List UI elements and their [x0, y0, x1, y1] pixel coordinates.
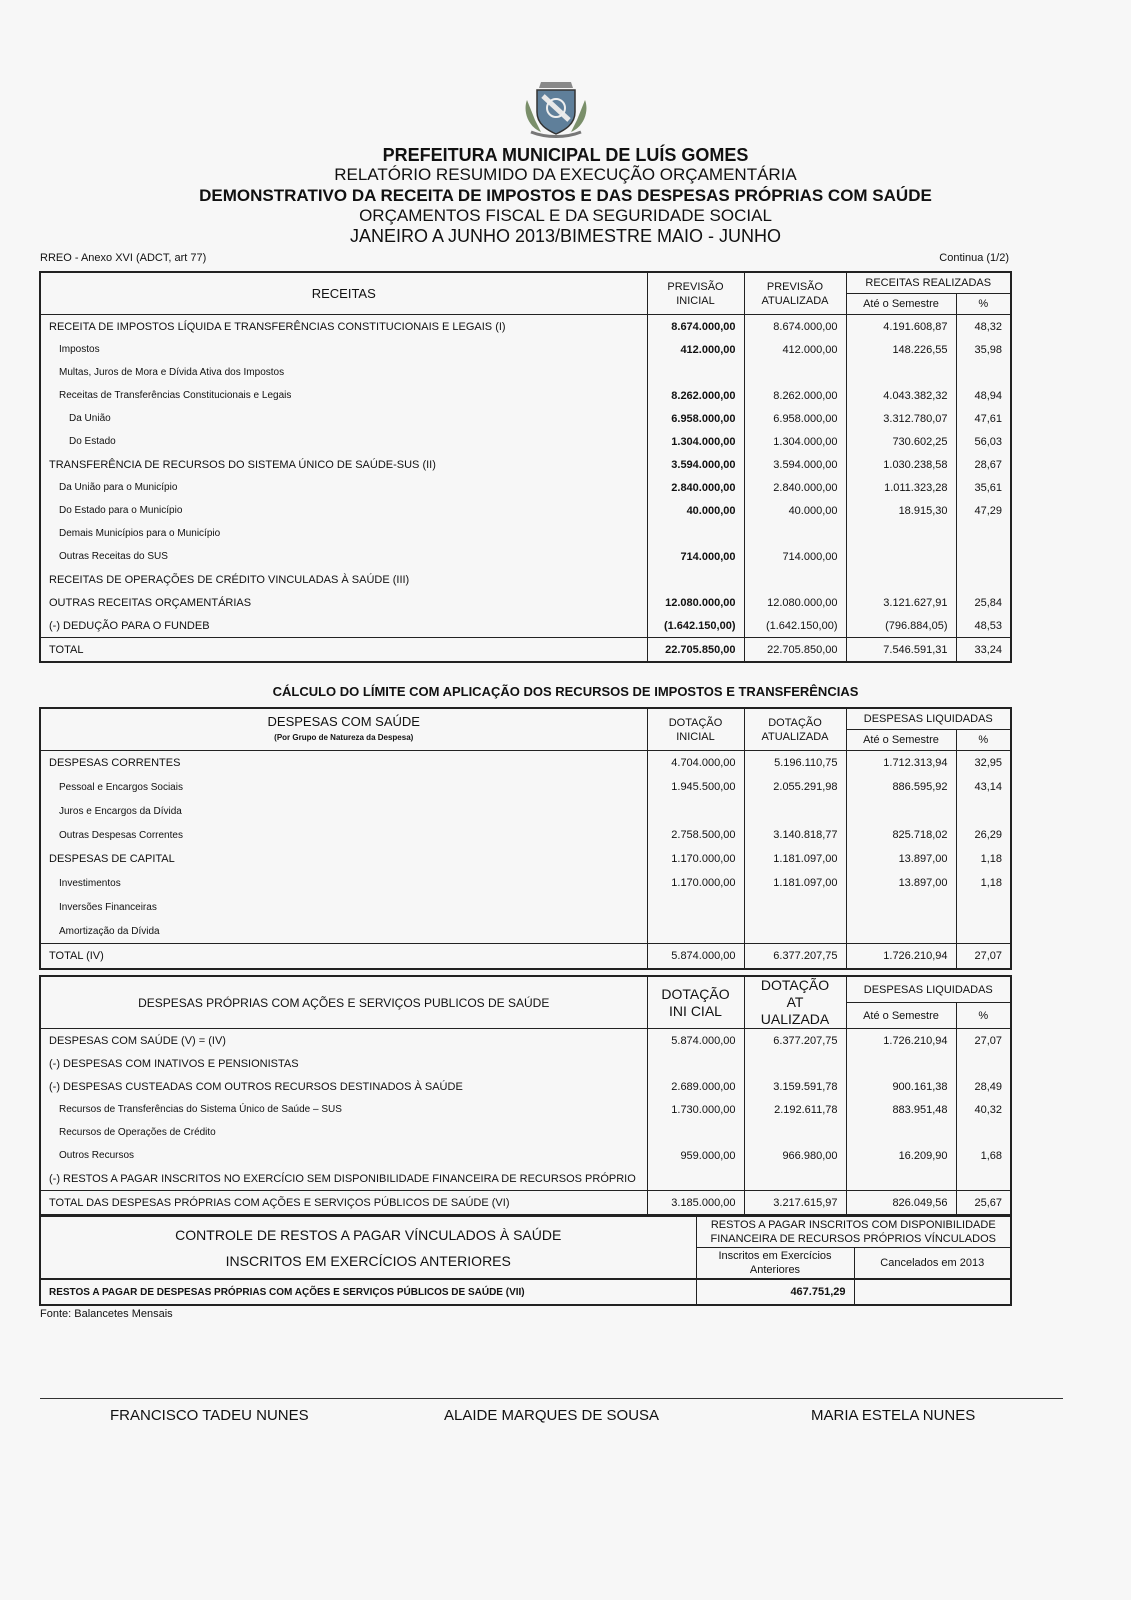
despesas-row-value: [956, 799, 1011, 823]
proprias-row-value: 883.951,48: [846, 1098, 956, 1121]
receitas-row-label: (-) DEDUÇÃO PARA O FUNDEB: [40, 614, 647, 638]
signature-3: MARIA ESTELA NUNES: [811, 1407, 976, 1424]
proprias-total-value: 25,67: [956, 1191, 1011, 1216]
proprias-row: [40, 1121, 1011, 1144]
col-dot-atual: DOTAÇÃO AT UALIZADA: [744, 976, 846, 1029]
proprias-row-value: 900.161,38: [846, 1075, 956, 1098]
proprias-row: [40, 1098, 1011, 1121]
proprias-row-value: 28,49: [956, 1075, 1011, 1098]
despesas-row-value: 825.718,02: [846, 823, 956, 847]
col-dot-inicial: DOTAÇÃO INICIAL: [647, 708, 744, 751]
receitas-row-value: (796.884,05): [846, 614, 956, 638]
despesas-row-value: 1.945.500,00: [647, 775, 744, 799]
proprias-row-label: (-) DESPESAS COM INATIVOS E PENSIONISTAS: [40, 1052, 647, 1075]
receitas-row: [40, 545, 1011, 568]
despesas-row-value: 13.897,00: [846, 847, 956, 871]
receitas-row-value: 714.000,00: [744, 545, 846, 568]
proprias-row-label: DESPESAS COM SAÚDE (V) = (IV): [40, 1029, 647, 1053]
receitas-row-value: 3.594.000,00: [744, 453, 846, 476]
col-prev-inicial: PREVISÃO INICIAL: [647, 272, 744, 315]
despesas-row-value: 13.897,00: [846, 871, 956, 895]
receitas-row-value: 12.080.000,00: [647, 591, 744, 614]
col-dot-inicial: DOTAÇÃO INI CIAL: [647, 976, 744, 1029]
receitas-row-value: 8.674.000,00: [744, 315, 846, 339]
despesas-total-value: 1.726.210,94: [846, 944, 956, 970]
proprias-row-value: 2.192.611,78: [744, 1098, 846, 1121]
despesas-row-value: [846, 895, 956, 919]
signature-1: FRANCISCO TADEU NUNES: [110, 1407, 309, 1424]
despesas-row-value: [647, 799, 744, 823]
proprias-row-value: 959.000,00: [647, 1144, 744, 1167]
despesas-row-label: Juros e Encargos da Dívida: [40, 799, 647, 823]
receitas-row-label: Multas, Juros de Mora e Dívida Ativa dos Impostos: [40, 361, 647, 384]
receitas-row-value: [744, 361, 846, 384]
proprias-row-label: (-) DESPESAS CUSTEADAS COM OUTROS RECURSOS DESTINADOS À SAÚDE: [40, 1075, 647, 1098]
receitas-row-value: 47,61: [956, 407, 1011, 430]
despesas-row-value: 4.704.000,00: [647, 751, 744, 776]
col-inscritos: Inscritos em Exercícios Anteriores: [696, 1248, 854, 1280]
col-liquidadas: DESPESAS LIQUIDADAS: [846, 976, 1011, 1003]
receitas-row: [40, 499, 1011, 522]
col-despesas-sub: (Por Grupo de Natureza da Despesa): [274, 732, 414, 742]
despesas-row-value: [744, 895, 846, 919]
receitas-row-value: [647, 522, 744, 545]
receitas-row-value: 35,61: [956, 476, 1011, 499]
proprias-row-value: [846, 1167, 956, 1191]
proprias-row-label: Recursos de Operações de Crédito: [40, 1121, 647, 1144]
proprias-row-value: [956, 1121, 1011, 1144]
receitas-row: [40, 591, 1011, 614]
despesas-total-label: TOTAL (IV): [40, 944, 647, 970]
receitas-row-value: 714.000,00: [647, 545, 744, 568]
col-realizadas: RECEITAS REALIZADAS: [846, 272, 1011, 294]
receitas-row-value: 8.262.000,00: [744, 384, 846, 407]
proprias-total-row: [40, 1191, 1011, 1216]
receitas-total-label: TOTAL: [40, 638, 647, 663]
col-ate-semestre: Até o Semestre: [846, 730, 956, 751]
receitas-row: [40, 614, 1011, 638]
receitas-total-row: [40, 638, 1011, 663]
despesas-row: [40, 895, 1011, 919]
receitas-table: [39, 271, 1012, 663]
period-title: JANEIRO A JUNHO 2013/BIMESTRE MAIO - JUNHO: [349, 226, 782, 246]
despesas-row-value: [846, 799, 956, 823]
proprias-row-label: (-) RESTOS A PAGAR INSCRITOS NO EXERCÍCIO SEM DISPONIBILIDADE FINANCEIRA DE RECURSOS PRÓPRIO: [40, 1167, 647, 1191]
receitas-row-value: 1.030.238,58: [846, 453, 956, 476]
despesas-row-label: DESPESAS DE CAPITAL: [40, 847, 647, 871]
proprias-row-value: 966.980,00: [744, 1144, 846, 1167]
proprias-row: [40, 1029, 1011, 1053]
proprias-row: [40, 1144, 1011, 1167]
col-ate-semestre: Até o Semestre: [846, 294, 956, 315]
calculo-title: CÁLCULO DO LÍMITE COM APLICAÇÃO DOS RECURSOS DE IMPOSTOS E TRANSFERÊNCIAS: [272, 684, 859, 699]
restos-row-cancelados: [854, 1279, 1011, 1305]
receitas-total-value: 22.705.850,00: [647, 638, 744, 663]
despesas-row-value: 1,18: [956, 871, 1011, 895]
receitas-row-value: 6.958.000,00: [647, 407, 744, 430]
despesas-row-value: [956, 919, 1011, 944]
receitas-row-label: Da União: [40, 407, 647, 430]
receitas-row-value: (1.642.150,00): [744, 614, 846, 638]
receitas-row-value: [956, 545, 1011, 568]
receitas-row-label: Impostos: [40, 338, 647, 361]
proprias-row-value: 1,68: [956, 1144, 1011, 1167]
receitas-row-value: 8.674.000,00: [647, 315, 744, 339]
receitas-row-value: 412.000,00: [744, 338, 846, 361]
receitas-row: [40, 453, 1011, 476]
despesas-row: [40, 799, 1011, 823]
restos-title-1: CONTROLE DE RESTOS A PAGAR VÍNCULADOS À SAÚDE: [175, 1226, 562, 1243]
despesas-row-value: [846, 919, 956, 944]
proprias-row-value: 16.209,90: [846, 1144, 956, 1167]
receitas-row-value: 3.121.627,91: [846, 591, 956, 614]
demo-title: DEMONSTRATIVO DA RECEITA DE IMPOSTOS E DAS DESPESAS PRÓPRIAS COM SAÚDE: [199, 186, 932, 205]
despesas-total-value: 27,07: [956, 944, 1011, 970]
receitas-row-value: 4.043.382,32: [846, 384, 956, 407]
budget-title: ORÇAMENTOS FISCAL E DA SEGURIDADE SOCIAL: [359, 206, 772, 225]
despesas-row-value: 1,18: [956, 847, 1011, 871]
receitas-row: [40, 315, 1011, 339]
receitas-total-value: 22.705.850,00: [744, 638, 846, 663]
receitas-row-value: 2.840.000,00: [744, 476, 846, 499]
proprias-total-value: 3.185.000,00: [647, 1191, 744, 1216]
receitas-row-label: RECEITA DE IMPOSTOS LÍQUIDA E TRANSFERÊNCIAS CONSTITUCIONAIS E LEGAIS (I): [40, 315, 647, 339]
proprias-row: [40, 1167, 1011, 1191]
proprias-row-value: [647, 1167, 744, 1191]
receitas-row-label: Do Estado para o Município: [40, 499, 647, 522]
receitas-row: [40, 407, 1011, 430]
receitas-row: [40, 476, 1011, 499]
despesas-row-value: 886.595,92: [846, 775, 956, 799]
despesas-row-value: [744, 919, 846, 944]
report-title: RELATÓRIO RESUMIDO DA EXECUÇÃO ORÇAMENTÁRIA: [334, 165, 797, 184]
receitas-row: [40, 384, 1011, 407]
despesas-row-value: [647, 919, 744, 944]
proprias-row-value: [846, 1052, 956, 1075]
receitas-row-value: 35,98: [956, 338, 1011, 361]
receitas-row-value: 40.000,00: [647, 499, 744, 522]
restos-title-2: INSCRITOS EM EXERCÍCIOS ANTERIORES: [225, 1252, 511, 1269]
receitas-row-value: [956, 568, 1011, 591]
restos-row-inscritos: 467.751,29: [696, 1279, 854, 1305]
receitas-row-value: [846, 361, 956, 384]
proprias-row-value: 40,32: [956, 1098, 1011, 1121]
proprias-row-value: 1.730.000,00: [647, 1098, 744, 1121]
receitas-total-value: 33,24: [956, 638, 1011, 663]
proprias-total-value: 826.049,56: [846, 1191, 956, 1216]
receitas-row-value: 48,53: [956, 614, 1011, 638]
receitas-row: [40, 338, 1011, 361]
col-pct: %: [956, 1003, 1011, 1029]
receitas-row-value: 1.304.000,00: [647, 430, 744, 453]
despesas-row-value: 2.758.500,00: [647, 823, 744, 847]
despesas-row: [40, 919, 1011, 944]
receitas-row-value: 3.594.000,00: [647, 453, 744, 476]
despesas-row-value: 1.170.000,00: [647, 871, 744, 895]
despesas-row-value: 32,95: [956, 751, 1011, 776]
receitas-row-label: Demais Municípios para o Município: [40, 522, 647, 545]
despesas-row-label: Pessoal e Encargos Sociais: [40, 775, 647, 799]
receitas-row-label: RECEITAS DE OPERAÇÕES DE CRÉDITO VINCULADAS À SAÚDE (III): [40, 568, 647, 591]
proprias-total-value: 3.217.615,97: [744, 1191, 846, 1216]
receitas-row-value: (1.642.150,00): [647, 614, 744, 638]
receitas-row-value: 12.080.000,00: [744, 591, 846, 614]
receitas-row-value: [744, 522, 846, 545]
despesas-row: [40, 871, 1011, 895]
despesas-row-label: Inversões Financeiras: [40, 895, 647, 919]
despesas-total-value: 6.377.207,75: [744, 944, 846, 970]
col-pct: %: [956, 294, 1011, 315]
col-prev-atual: PREVISÃO ATUALIZADA: [744, 272, 846, 315]
receitas-row-value: [647, 361, 744, 384]
fonte-label: Fonte: Balancetes Mensais: [40, 1308, 173, 1320]
despesas-row-value: [647, 895, 744, 919]
receitas-row-value: 18.915,30: [846, 499, 956, 522]
despesas-total-row: [40, 944, 1011, 970]
col-pct: %: [956, 730, 1011, 751]
receitas-row-value: 148.226,55: [846, 338, 956, 361]
receitas-row-label: Do Estado: [40, 430, 647, 453]
proprias-row-value: 2.689.000,00: [647, 1075, 744, 1098]
municipal-crest-icon: [521, 76, 591, 138]
despesas-row-value: 1.170.000,00: [647, 847, 744, 871]
col-proprias: DESPESAS PRÓPRIAS COM AÇÕES E SERVIÇOS PUBLICOS DE SAÚDE: [40, 976, 647, 1029]
receitas-row-value: [647, 568, 744, 591]
receitas-row-value: [956, 522, 1011, 545]
despesas-row: [40, 751, 1011, 776]
receitas-row-value: 4.191.608,87: [846, 315, 956, 339]
receitas-row-value: 25,84: [956, 591, 1011, 614]
despesas-row: [40, 775, 1011, 799]
receitas-row-label: Outras Receitas do SUS: [40, 545, 647, 568]
receitas-row-label: TRANSFERÊNCIA DE RECURSOS DO SISTEMA ÚNICO DE SAÚDE-SUS (II): [40, 453, 647, 476]
receitas-row-value: 1.304.000,00: [744, 430, 846, 453]
col-dot-atual: DOTAÇÃO ATUALIZADA: [744, 708, 846, 751]
receitas-row-value: 412.000,00: [647, 338, 744, 361]
despesas-row-value: 2.055.291,98: [744, 775, 846, 799]
receitas-row-value: [846, 568, 956, 591]
despesas-table: [39, 707, 1012, 970]
despesas-row-value: 1.181.097,00: [744, 847, 846, 871]
proprias-row-value: [744, 1052, 846, 1075]
proprias-row-value: 27,07: [956, 1029, 1011, 1053]
org-title: PREFEITURA MUNICIPAL DE LUÍS GOMES: [382, 145, 749, 165]
restos-col-head: RESTOS A PAGAR INSCRITOS COM DISPONIBILIDADE FINANCEIRA DE RECURSOS PRÓPRIOS VÍNCULADOS: [696, 1216, 1011, 1248]
continua-label: Continua (1/2): [939, 252, 1009, 264]
despesas-row-label: Amortização da Dívida: [40, 919, 647, 944]
receitas-total-value: 7.546.591,31: [846, 638, 956, 663]
despesas-row-label: Outras Despesas Correntes: [40, 823, 647, 847]
col-receitas: RECEITAS: [40, 272, 647, 315]
despesas-row-value: 3.140.818,77: [744, 823, 846, 847]
receitas-row-value: [744, 568, 846, 591]
proprias-row: [40, 1052, 1011, 1075]
despesas-total-value: 5.874.000,00: [647, 944, 744, 970]
signature-line: [40, 1398, 1063, 1399]
despesas-row-value: 5.196.110,75: [744, 751, 846, 776]
proprias-row: [40, 1075, 1011, 1098]
receitas-row: [40, 361, 1011, 384]
signature-2: ALAIDE MARQUES DE SOUSA: [444, 1407, 660, 1424]
receitas-row-value: 2.840.000,00: [647, 476, 744, 499]
receitas-row-label: Da União para o Município: [40, 476, 647, 499]
despesas-row: [40, 847, 1011, 871]
despesas-row: [40, 823, 1011, 847]
despesas-row-value: [744, 799, 846, 823]
despesas-row-value: [956, 895, 1011, 919]
receitas-row-value: 6.958.000,00: [744, 407, 846, 430]
receitas-row: [40, 522, 1011, 545]
col-despesas: DESPESAS COM SAÚDE: [267, 713, 420, 729]
receitas-row-value: 730.602,25: [846, 430, 956, 453]
despesas-row-value: 43,14: [956, 775, 1011, 799]
receitas-row-value: 40.000,00: [744, 499, 846, 522]
despesas-row-value: 1.181.097,00: [744, 871, 846, 895]
proprias-row-value: 1.726.210,94: [846, 1029, 956, 1053]
receitas-row-value: [846, 522, 956, 545]
receitas-row-value: [846, 545, 956, 568]
receitas-row-label: Receitas de Transferências Constitucionais e Legais: [40, 384, 647, 407]
col-cancelados: Cancelados em 2013: [854, 1248, 1011, 1280]
receitas-row: [40, 568, 1011, 591]
proprias-row-label: Recursos de Transferências do Sistema Único de Saúde – SUS: [40, 1098, 647, 1121]
despesas-row-label: DESPESAS CORRENTES: [40, 751, 647, 776]
proprias-row-value: [744, 1121, 846, 1144]
col-ate-semestre: Até o Semestre: [846, 1003, 956, 1029]
despesas-row-value: 1.712.313,94: [846, 751, 956, 776]
restos-row-label: RESTOS A PAGAR DE DESPESAS PRÓPRIAS COM AÇÕES E SERVIÇOS PÚBLICOS DE SAÚDE (VII): [40, 1279, 696, 1305]
receitas-row-value: 1.011.323,28: [846, 476, 956, 499]
despesas-row-value: 26,29: [956, 823, 1011, 847]
receitas-row-value: 48,94: [956, 384, 1011, 407]
restos-table: [39, 1215, 1012, 1306]
proprias-row-label: Outros Recursos: [40, 1144, 647, 1167]
proprias-total-label: TOTAL DAS DESPESAS PRÓPRIAS COM AÇÕES E SERVIÇOS PÚBLICOS DE SAÚDE (VI): [40, 1191, 647, 1216]
receitas-row-value: 8.262.000,00: [647, 384, 744, 407]
despesas-row-label: Investimentos: [40, 871, 647, 895]
proprias-row-value: 6.377.207,75: [744, 1029, 846, 1053]
proprias-row-value: [744, 1167, 846, 1191]
proprias-table: [39, 975, 1012, 1216]
receitas-row-label: OUTRAS RECEITAS ORÇAMENTÁRIAS: [40, 591, 647, 614]
receitas-row-value: 47,29: [956, 499, 1011, 522]
annex-label: RREO - Anexo XVI (ADCT, art 77): [40, 252, 207, 264]
proprias-row-value: 5.874.000,00: [647, 1029, 744, 1053]
proprias-row-value: [647, 1052, 744, 1075]
receitas-row: [40, 430, 1011, 453]
proprias-row-value: [956, 1167, 1011, 1191]
proprias-row-value: [846, 1121, 956, 1144]
receitas-row-value: 28,67: [956, 453, 1011, 476]
proprias-row-value: [956, 1052, 1011, 1075]
proprias-row-value: 3.159.591,78: [744, 1075, 846, 1098]
col-liquidadas: DESPESAS LIQUIDADAS: [846, 708, 1011, 730]
proprias-row-value: [647, 1121, 744, 1144]
receitas-row-value: 48,32: [956, 315, 1011, 339]
receitas-row-value: 3.312.780,07: [846, 407, 956, 430]
receitas-row-value: [956, 361, 1011, 384]
receitas-row-value: 56,03: [956, 430, 1011, 453]
